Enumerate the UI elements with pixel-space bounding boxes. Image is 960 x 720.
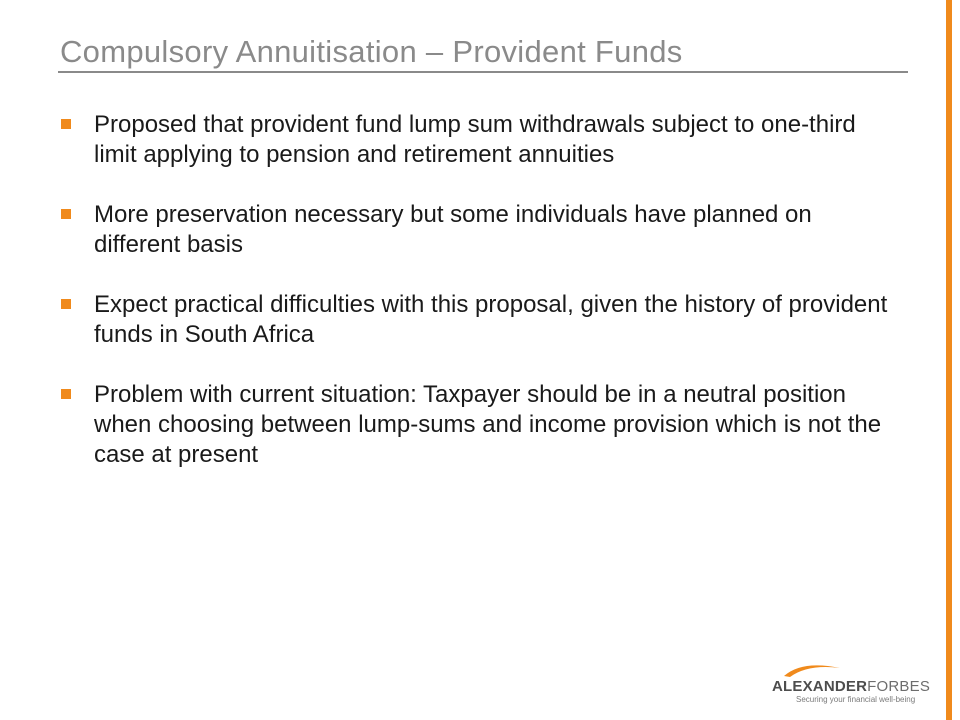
title-underline	[58, 71, 908, 73]
square-bullet-icon	[61, 389, 71, 399]
slide-title: Compulsory Annuitisation – Provident Funds	[60, 34, 683, 69]
square-bullet-icon	[61, 299, 71, 309]
square-bullet-icon	[61, 209, 71, 219]
bullet-text: More preservation necessary but some individuals have planned on different basis	[94, 201, 812, 258]
square-bullet-icon	[61, 119, 71, 129]
bullet-text: Problem with current situation: Taxpayer should be in a neutral position when choosing between lump-sums and income provision which is not the case at present	[94, 381, 882, 468]
company-logo	[772, 662, 932, 708]
bullet-list	[58, 110, 888, 500]
bullet-item	[58, 110, 888, 170]
logo-name-bold: ALEXANDER	[772, 678, 868, 695]
bullet-text: Proposed that provident fund lump sum withdrawals subject to one-third limit applying to pension and retirement annuities	[94, 111, 856, 168]
logo-tagline: Securing your financial well-being	[796, 695, 916, 704]
bullet-item	[58, 380, 888, 470]
bullet-text: Expect practical difficulties with this proposal, given the history of provident funds in South Africa	[94, 291, 888, 348]
accent-bar	[946, 0, 952, 720]
bullet-item	[58, 200, 888, 260]
logo-wordmark	[772, 678, 930, 695]
bullet-item	[58, 290, 888, 350]
swoosh-icon	[782, 662, 842, 678]
logo-name-light: FORBES	[867, 678, 931, 695]
